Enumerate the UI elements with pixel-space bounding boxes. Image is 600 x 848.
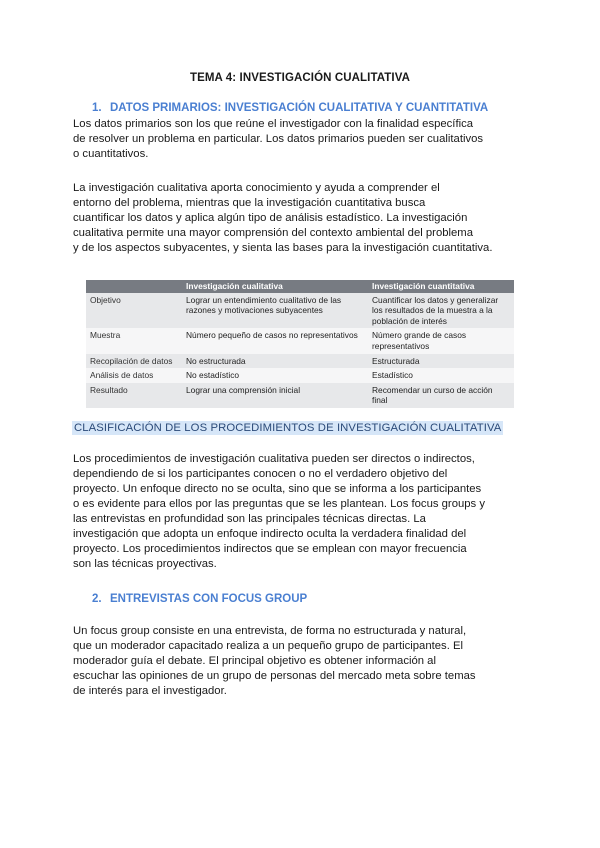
comparison-table — [86, 280, 514, 408]
paragraph-clasificacion — [73, 452, 533, 572]
text-line: escuchar las opiniones de un grupo de personas del mercado meta sobre temas — [73, 670, 476, 682]
text-line: dependiendo de si los participantes conocen o no el verdadero objetivo del — [73, 468, 448, 480]
table-header-cell: Investigación cuantitativa — [368, 280, 514, 293]
text-line: Un focus group consiste en una entrevista, de forma no estructurada y natural, — [73, 625, 467, 637]
table-cell: No estadístico — [182, 368, 368, 383]
paragraph-datos-primarios — [73, 117, 533, 162]
section-2-heading-text: ENTREVISTAS CON FOCUS GROUP — [110, 593, 308, 605]
text-line: La investigación cualitativa aporta conocimiento y ayuda a comprender el — [73, 182, 440, 194]
table-cell: Número pequeño de casos no representativos — [182, 328, 368, 353]
section-2-number: 2. — [92, 593, 102, 605]
text-line: Los datos primarios son los que reúne el investigador con la finalidad específica — [73, 118, 474, 130]
table-row-label: Resultado — [86, 383, 182, 408]
text-line: las entrevistas en profundidad son las principales técnicas directas. La — [73, 513, 426, 525]
text-line: proyecto. Los procedimientos indirectos que se emplean con mayor frecuencia — [73, 543, 467, 555]
table-row — [86, 354, 514, 369]
text-line: son las técnicas proyectivas. — [73, 558, 217, 570]
table-row — [86, 328, 514, 353]
text-line: y de los aspectos subyacentes, y sienta las bases para la investigación cuantitativa. — [73, 242, 493, 254]
classification-heading: CLASIFICACIÓN DE LOS PROCEDIMIENTOS DE INVESTIGACIÓN CUALITATIVA — [74, 422, 502, 434]
text-line: cualitativa permite una mayor comprensión del contexto ambiental del problema — [73, 227, 473, 239]
text-line: o cuantitativos. — [73, 148, 149, 160]
section-1-heading — [92, 102, 488, 114]
text-line: cuantificar los datos y aplica algún tipo de análisis estadístico. La investigación — [73, 212, 468, 224]
section-1-number: 1. — [92, 102, 102, 114]
text-line: que un moderador capacitado realiza a un pequeño grupo de participantes. El — [73, 640, 464, 652]
table-row — [86, 368, 514, 383]
section-1-heading-text: DATOS PRIMARIOS: INVESTIGACIÓN CUALITATIVA Y CUANTITATIVA — [110, 102, 489, 114]
document-title: TEMA 4: INVESTIGACIÓN CUALITATIVA — [189, 72, 411, 84]
text-line: investigación que adopta un enfoque indirecto oculta la verdadera finalidad del — [73, 528, 467, 540]
table-header-row — [86, 280, 514, 293]
table-cell: Estadístico — [368, 368, 514, 383]
paragraph-investigacion — [73, 181, 533, 256]
table-row — [86, 383, 514, 408]
text-line: proyecto. Un enfoque directo no se oculta, sino que se informa a los participantes — [73, 483, 482, 495]
text-line: de interés para el investigador. — [73, 685, 227, 697]
table-cell: Recomendar un curso de acción final — [368, 383, 514, 408]
table-cell: Lograr un entendimiento cualitativo de las razones y motivaciones subyacentes — [182, 293, 368, 329]
table-cell: Número grande de casos representativos — [368, 328, 514, 353]
table-row-label: Objetivo — [86, 293, 182, 329]
table-row-label: Análisis de datos — [86, 368, 182, 383]
text-line: entorno del problema, mientras que la investigación cuantitativa busca — [73, 197, 426, 209]
table-row — [86, 293, 514, 329]
text-line: Los procedimientos de investigación cualitativa pueden ser directos o indirectos, — [73, 453, 475, 465]
table-header-cell — [86, 280, 182, 293]
table-cell: Lograr una comprensión inicial — [182, 383, 368, 408]
table-cell: Estructurada — [368, 354, 514, 369]
table-cell: No estructurada — [182, 354, 368, 369]
paragraph-focus-group — [73, 624, 533, 699]
section-2-heading — [92, 593, 307, 605]
table-header-cell: Investigación cualitativa — [182, 280, 368, 293]
table-row-label: Muestra — [86, 328, 182, 353]
text-line: de resolver un problema en particular. Los datos primarios pueden ser cualitativos — [73, 133, 484, 145]
table-row-label: Recopilación de datos — [86, 354, 182, 369]
table-cell: Cuantificar los datos y generalizar los resultados de la muestra a la población de interés — [368, 293, 514, 329]
text-line: o es evidente para ellos por las preguntas que se les plantean. Los focus groups y — [73, 498, 485, 510]
text-line: moderador guía el debate. El principal objetivo es obtener información al — [73, 655, 436, 667]
